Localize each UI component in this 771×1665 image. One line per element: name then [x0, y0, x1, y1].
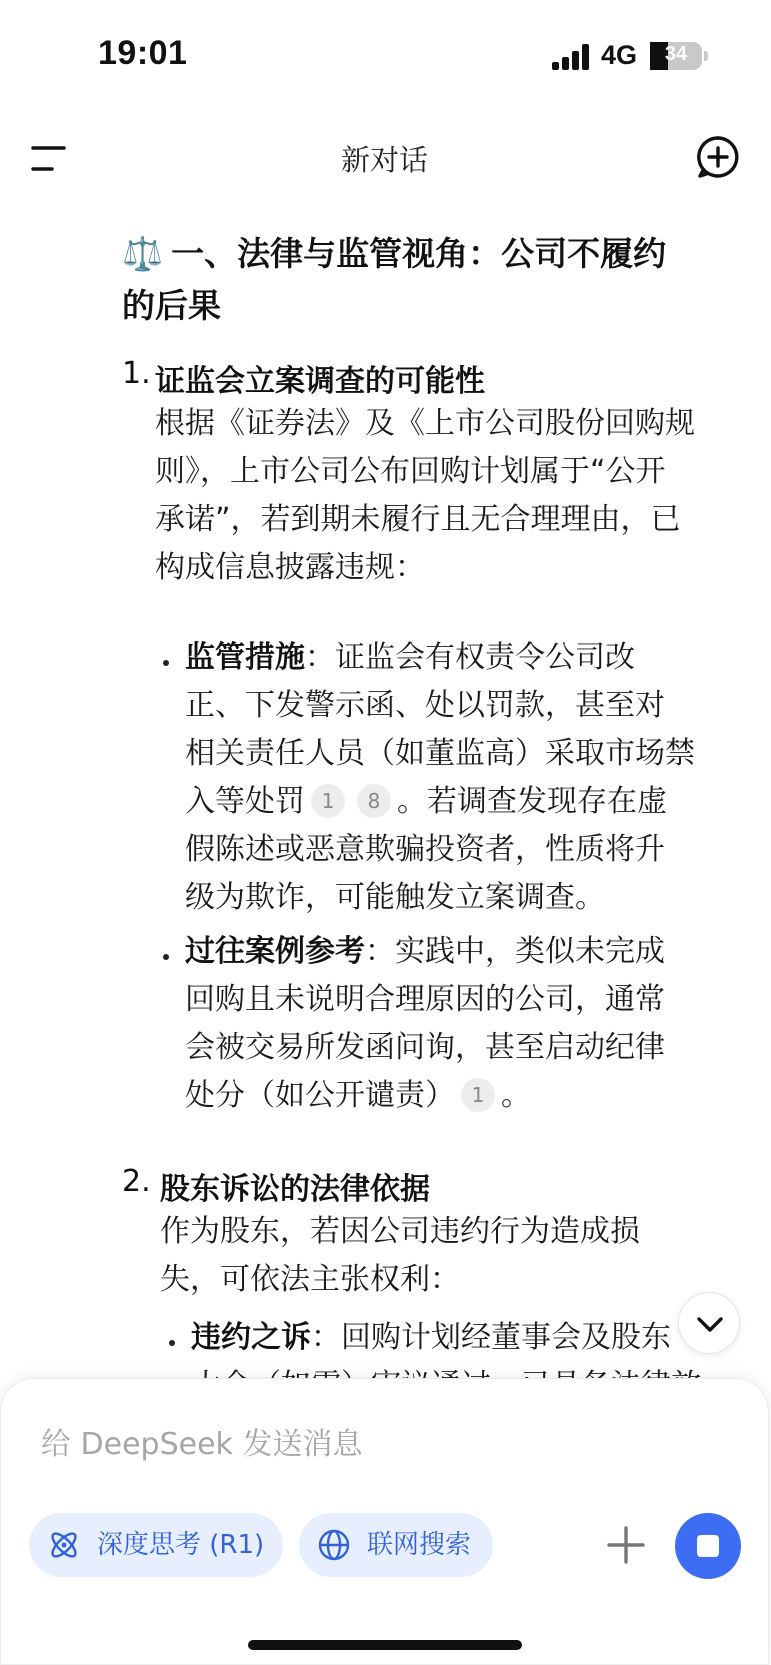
list-item-heading: 证监会立案调查的可能性 [155, 364, 485, 399]
bullet-line: 入等处罚 [185, 784, 305, 819]
new-chat-icon[interactable] [695, 134, 741, 180]
network-type: 4G [601, 40, 638, 70]
attach-plus-icon[interactable] [606, 1525, 646, 1565]
list-number: 2. [122, 1164, 151, 1199]
bullet-label: 过往案例参考 [185, 934, 365, 969]
citation-badge[interactable]: 8 [357, 784, 391, 818]
paragraph-line: 根据《证券法》及《上市公司股份回购规 [155, 406, 695, 441]
deep-think-toggle[interactable] [29, 1513, 283, 1577]
list-item-paragraph [160, 1208, 760, 1304]
list-item-paragraph [155, 400, 755, 592]
web-search-label: 联网搜索 [367, 1530, 472, 1560]
citation-badge[interactable]: 1 [461, 1078, 495, 1112]
paragraph-line: 作为股东，若因公司违约行为造成损 [160, 1214, 640, 1249]
bullet-line: 相关责任人员（如董监高）采取市场禁 [185, 736, 695, 771]
bullet-line: 。若调查发现存在虚 [397, 784, 667, 819]
battery-level: 34 [664, 43, 688, 65]
message-input[interactable]: 给 DeepSeek 发送消息 [41, 1427, 363, 1462]
bullet-line: 假陈述或恶意欺骗投资者，性质将升 [185, 832, 665, 867]
cellular-signal-icon [552, 44, 592, 70]
section-title [122, 228, 742, 332]
bullet-line: 级为欺诈，可能触发立案调查。 [185, 880, 605, 915]
bullet-line: 。 [501, 1078, 531, 1113]
bullet-item [185, 634, 755, 922]
globe-icon [317, 1528, 351, 1562]
nav-bar [0, 120, 769, 200]
paragraph-line: 则》，上市公司公布回购计划属于“公开 [155, 454, 666, 489]
status-time: 19:01 [98, 34, 188, 72]
list-item-heading: 股东诉讼的法律依据 [160, 1172, 430, 1207]
scroll-down-button[interactable] [678, 1292, 740, 1354]
list-number: 1. [122, 356, 151, 391]
bullet-dot [163, 954, 169, 960]
paragraph-line: 失，可依法主张权利： [160, 1262, 460, 1297]
bullet-dot [163, 660, 169, 666]
section-title-line2: 的后果 [122, 286, 221, 325]
bullet-line: ：实践中，类似未完成 [365, 934, 665, 969]
scale-icon: ⚖️ [122, 234, 164, 273]
bullet-line: 会被交易所发函问询，甚至启动纪律 [185, 1030, 665, 1065]
page-title: 新对话 [340, 143, 428, 177]
chevron-down-icon [679, 1293, 741, 1355]
deep-think-label: 深度思考 (R1) [97, 1530, 265, 1560]
atom-icon [47, 1528, 81, 1562]
bullet-label: 监管措施 [185, 640, 305, 675]
message-content [0, 228, 769, 1378]
paragraph-line: 承诺”，若到期未履行且无合理理由，已 [155, 502, 681, 537]
bullet-label: 违约之诉 [191, 1320, 311, 1355]
web-search-toggle[interactable] [299, 1513, 493, 1577]
bullet-item [185, 928, 755, 1120]
section-title-line1: 一、法律与监管视角：公司不履约 [171, 234, 667, 273]
bullet-line: 正、下发警示函、处以罚款，甚至对 [185, 688, 665, 723]
bullet-line: ：回购计划经董事会及股东 [311, 1320, 671, 1355]
bullet-line: ：证监会有权责令公司改 [305, 640, 635, 675]
status-bar [0, 0, 769, 110]
stop-button[interactable] [675, 1513, 741, 1579]
message-composer [0, 1378, 769, 1665]
battery-cap [704, 51, 708, 61]
bullet-dot [169, 1340, 175, 1346]
paragraph-line: 构成信息披露违规： [155, 550, 425, 585]
stop-icon [697, 1535, 719, 1557]
citation-badge[interactable]: 1 [311, 784, 345, 818]
home-indicator [248, 1640, 522, 1650]
battery-icon [650, 42, 702, 70]
bullet-line: 回购且未说明合理原因的公司，通常 [185, 982, 665, 1017]
bullet-line: 处分（如公开谴责） [185, 1078, 455, 1113]
